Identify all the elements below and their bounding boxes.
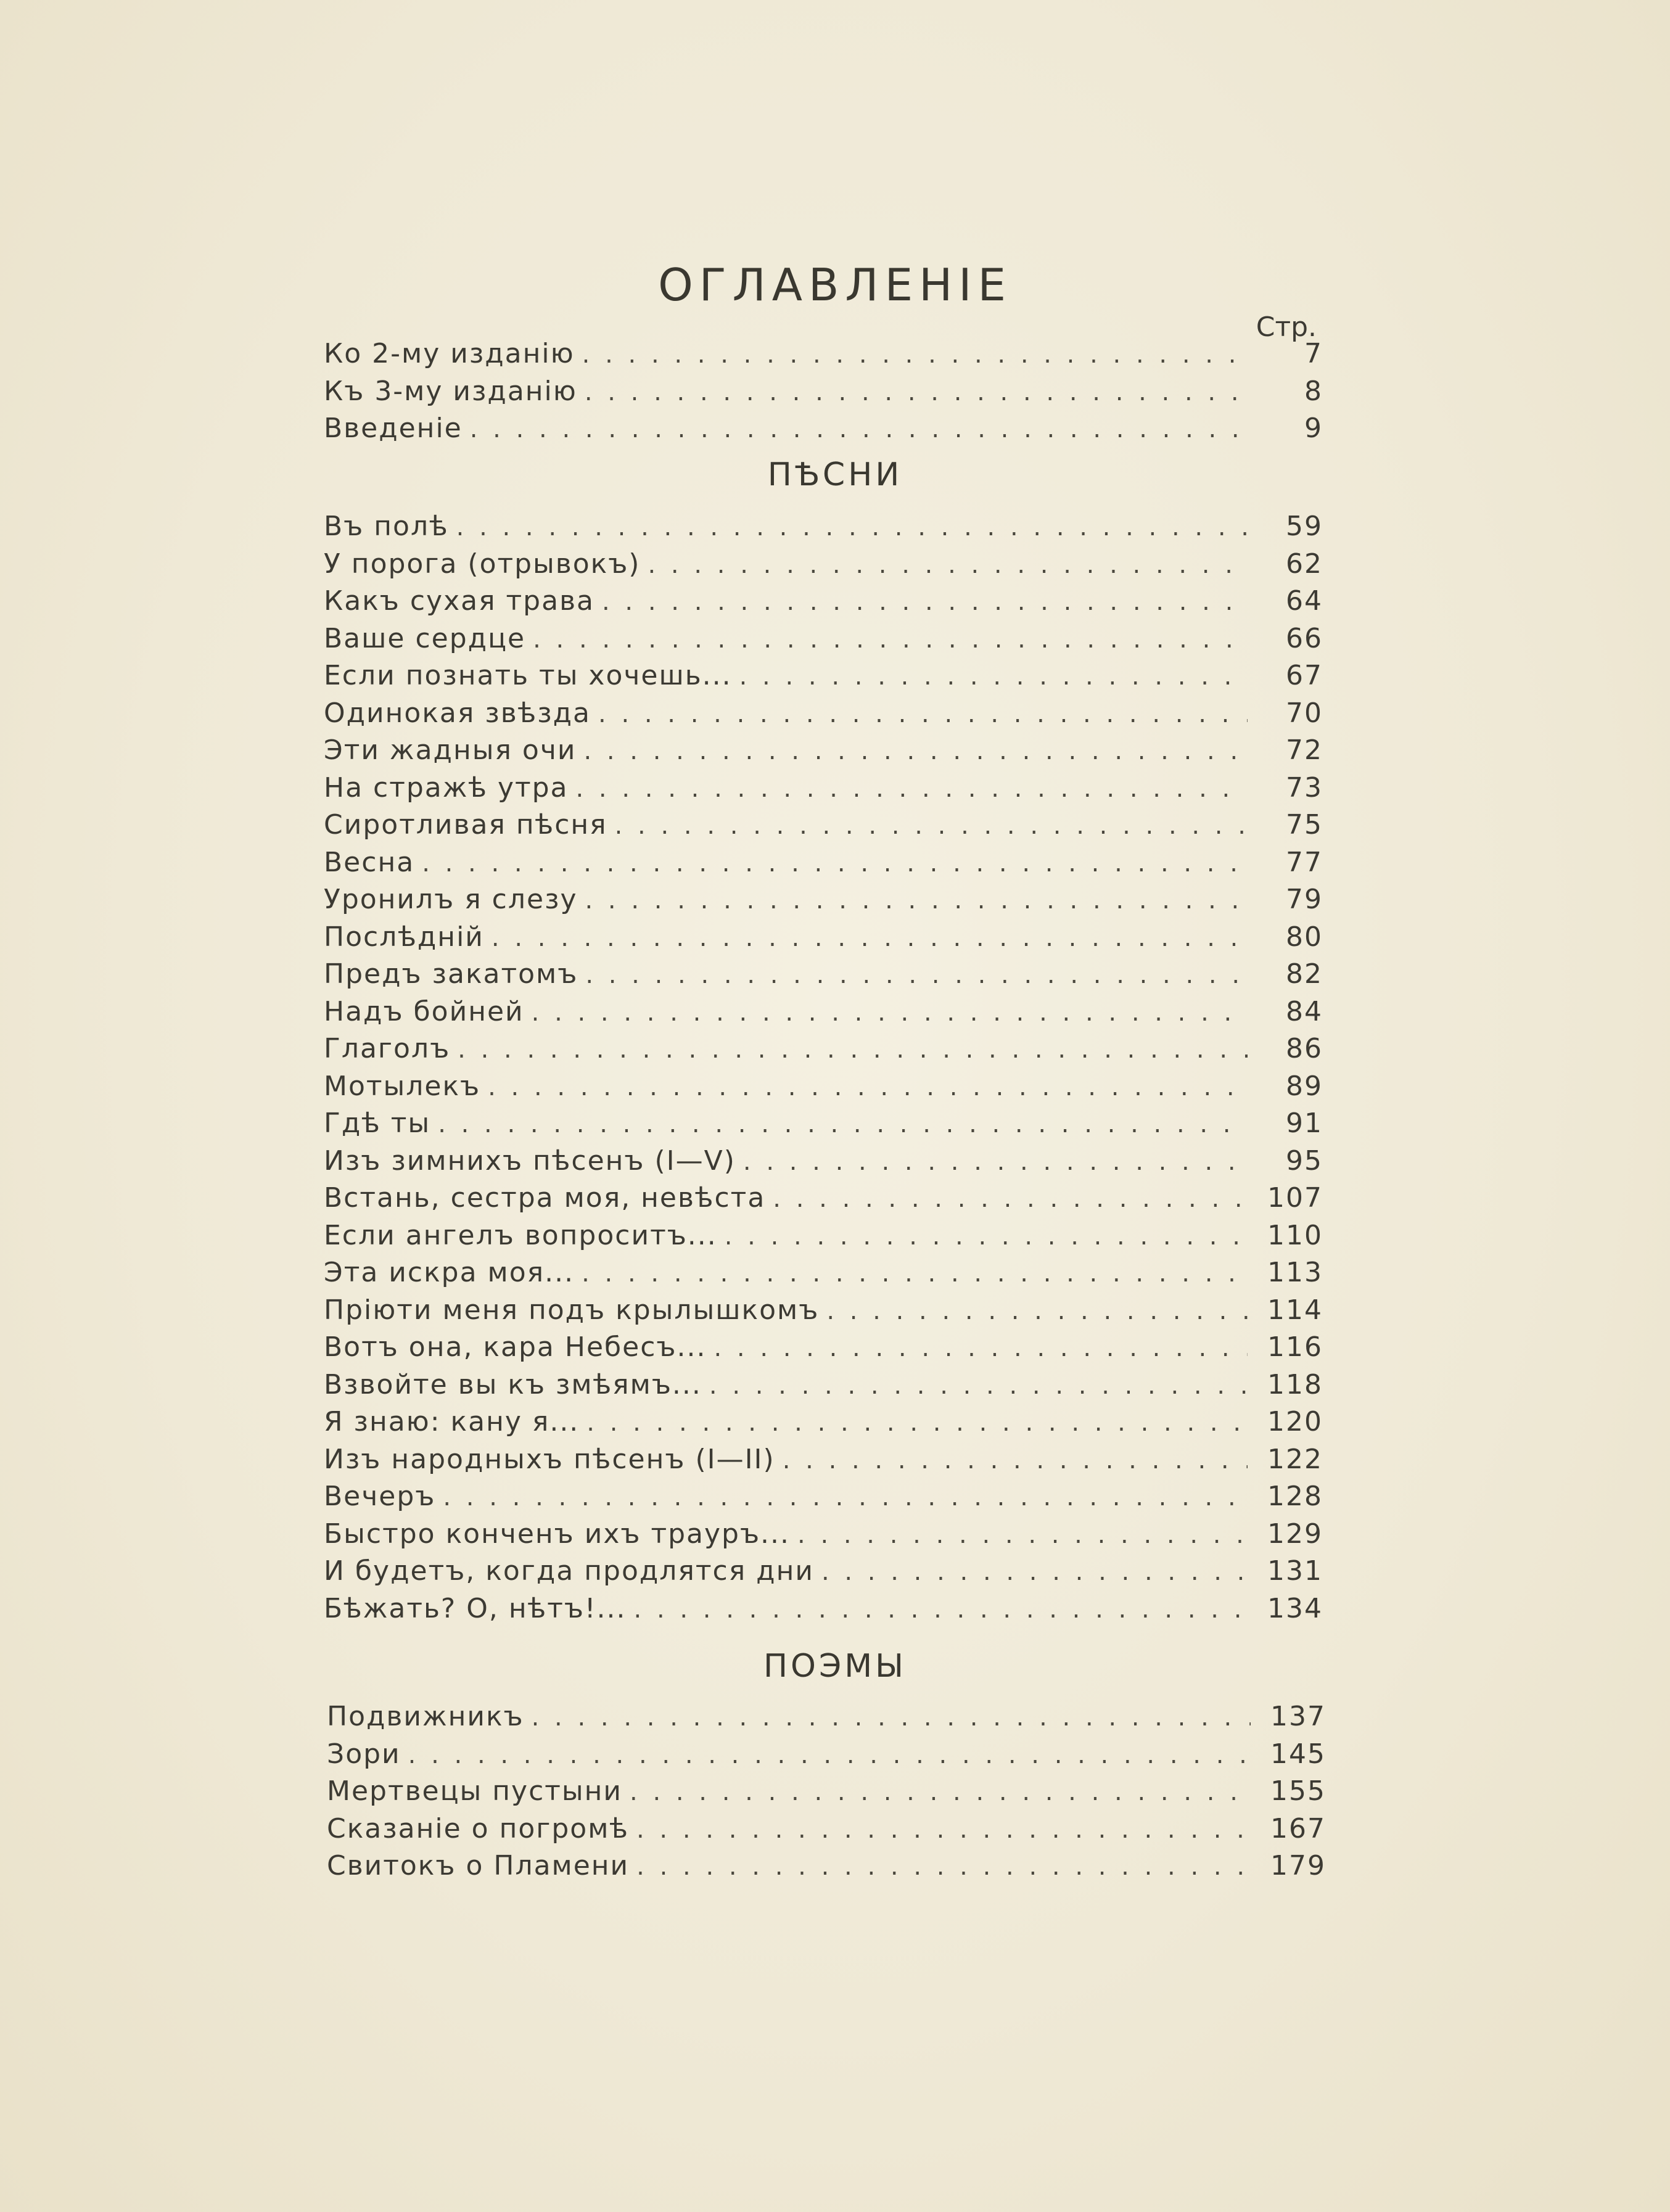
toc-entry-page: 145 [1270, 1738, 1326, 1770]
toc-entry [324, 1145, 1323, 1183]
toc-dot-leader [634, 1595, 1248, 1624]
toc-entry-page: 59 [1286, 511, 1323, 542]
toc-entry [324, 548, 1323, 586]
toc-songs [324, 511, 1323, 1630]
toc-entry-title: Какъ сухая трава [324, 585, 594, 617]
toc-entry-page: 86 [1286, 1033, 1323, 1064]
toc-entry-title: Мертвецы пустыни [327, 1775, 623, 1807]
toc-entry [324, 1481, 1323, 1518]
toc-dot-leader [422, 849, 1248, 878]
toc-entry [324, 585, 1323, 623]
toc-entry-title: На стражѣ утра [324, 771, 569, 804]
toc-dot-leader [714, 1334, 1248, 1362]
toc-entry-title: Пріюти меня подъ крылышкомъ [324, 1294, 820, 1326]
toc-dot-leader [602, 588, 1248, 616]
toc-entry-title: Къ 3-му изданію [324, 375, 577, 407]
toc-entry-page: 66 [1286, 622, 1323, 654]
toc-entry-page: 128 [1267, 1481, 1323, 1512]
toc-entry-page: 155 [1270, 1775, 1326, 1807]
toc-entry-title: Взвойте вы къ змѣямъ... [324, 1368, 702, 1400]
toc-entry-page: 73 [1286, 771, 1323, 804]
toc-dot-leader [821, 1558, 1248, 1586]
toc-entry-title: Ко 2-му изданію [324, 338, 575, 369]
toc-entry-title: Свитокъ о Пламени [327, 1850, 630, 1881]
toc-entry-page: 72 [1286, 734, 1323, 766]
toc-entry-page: 80 [1286, 921, 1323, 953]
toc-entry-page: 82 [1286, 958, 1323, 990]
toc-entry-page: 120 [1267, 1406, 1323, 1437]
toc-entry-page: 79 [1286, 884, 1323, 915]
toc-entry-page: 134 [1267, 1592, 1323, 1624]
toc-entry-page: 95 [1286, 1145, 1323, 1177]
toc-entry [324, 847, 1323, 884]
toc-entry [324, 1369, 1323, 1407]
toc-entry-title: Въ полѣ [324, 511, 449, 542]
toc-entry [324, 1555, 1323, 1593]
toc-dot-leader [492, 924, 1248, 952]
toc-dot-leader [408, 1741, 1251, 1769]
toc-entry-page: 84 [1286, 995, 1323, 1027]
toc-dot-leader [648, 551, 1248, 579]
toc-entry-title: Мотылекъ [324, 1070, 481, 1102]
toc-entry-title: Весна [324, 846, 415, 878]
toc-front-matter [324, 338, 1323, 450]
toc-dot-leader [532, 998, 1248, 1027]
toc-entry [324, 660, 1323, 697]
toc-entry-title: Послѣдній [324, 921, 484, 953]
toc-dot-leader [783, 1446, 1248, 1474]
page-column-label: Стр. [1256, 311, 1317, 343]
toc-dot-leader [725, 1222, 1248, 1251]
toc-entry [324, 1033, 1323, 1071]
toc-dot-leader [456, 513, 1248, 541]
toc-entry-page: 113 [1267, 1257, 1323, 1288]
toc-dot-leader [636, 1815, 1251, 1844]
toc-dot-leader [576, 775, 1248, 803]
toc-entry-page: 131 [1267, 1555, 1323, 1587]
toc-entry-title: Глаголъ [324, 1033, 451, 1064]
toc-entry-page: 179 [1270, 1850, 1326, 1881]
toc-entry-title: Гдѣ ты [324, 1108, 431, 1139]
toc-entry [324, 413, 1323, 450]
toc-dot-leader [533, 625, 1248, 654]
toc-entry-page: 118 [1267, 1368, 1323, 1400]
toc-entry-title: Вотъ она, кара Небесъ... [324, 1331, 707, 1363]
toc-entry-page: 89 [1286, 1070, 1323, 1102]
toc-entry-page: 167 [1270, 1812, 1326, 1844]
toc-dot-leader [586, 1408, 1248, 1437]
toc-entry-title: Бѣжать? О, нѣтъ!... [324, 1592, 627, 1624]
toc-entry-title: Если познать ты хочешь... [324, 660, 732, 691]
toc-entry-title: Эти жадныя очи [324, 734, 577, 766]
toc-entry-page: 122 [1267, 1443, 1323, 1475]
toc-entry-title: Одинокая звѣзда [324, 697, 591, 729]
toc-entry [324, 1593, 1323, 1630]
toc-entry-title: Вечеръ [324, 1481, 436, 1512]
toc-dot-leader [582, 1259, 1248, 1288]
toc-entry [324, 1444, 1323, 1481]
toc-dot-leader [709, 1371, 1248, 1400]
toc-entry [324, 809, 1323, 847]
toc-entry-page: 91 [1286, 1108, 1323, 1139]
page-title: ОГЛАВЛЕНІЕ [658, 259, 1012, 311]
toc-entry [324, 772, 1323, 810]
toc-entry [324, 511, 1323, 548]
toc-entry [327, 1738, 1326, 1776]
section-heading-songs: ПѢСНИ [767, 456, 903, 493]
toc-dot-leader [585, 961, 1248, 989]
toc-entry-page: 8 [1304, 375, 1323, 407]
toc-entry-title: Если ангелъ вопроситъ... [324, 1219, 717, 1251]
toc-entry [324, 338, 1323, 376]
toc-entry [324, 1294, 1323, 1332]
toc-entry-title: Изъ зимнихъ пѣсенъ (I—V) [324, 1145, 736, 1177]
toc-dot-leader [585, 378, 1248, 406]
toc-entry-title: Уронилъ я слезу [324, 884, 578, 915]
toc-dot-leader [458, 1035, 1248, 1064]
toc-entry [327, 1775, 1326, 1813]
toc-entry [324, 1518, 1323, 1556]
toc-entry-page: 107 [1267, 1182, 1323, 1214]
toc-entry-page: 137 [1270, 1701, 1326, 1732]
toc-dot-leader [585, 886, 1248, 915]
toc-entry-page: 67 [1286, 660, 1323, 691]
toc-entry [324, 1406, 1323, 1444]
toc-entry-title: У порога (отрывокъ) [324, 548, 641, 580]
toc-entry [327, 1813, 1326, 1851]
toc-entry-page: 77 [1286, 846, 1323, 878]
toc-entry [327, 1850, 1326, 1888]
toc-entry-title: Подвижникъ [327, 1701, 524, 1732]
toc-entry-title: Предъ закатомъ [324, 958, 578, 990]
toc-entry-title: Сиротливая пѣсня [324, 809, 607, 841]
toc-entry [324, 1257, 1323, 1294]
toc-dot-leader [743, 1148, 1248, 1176]
toc-entry [324, 734, 1323, 772]
toc-entry-title: Изъ народныхъ пѣсенъ (I—II) [324, 1443, 775, 1475]
toc-entry [324, 958, 1323, 996]
toc-entry-page: 129 [1267, 1518, 1323, 1550]
toc-entry-page: 62 [1286, 548, 1323, 580]
toc-dot-leader [488, 1073, 1248, 1101]
toc-dot-leader [615, 812, 1248, 840]
toc-dot-leader [739, 662, 1248, 691]
toc-dot-leader [582, 340, 1248, 369]
toc-dot-leader [438, 1110, 1248, 1138]
toc-entry [324, 1108, 1323, 1145]
toc-entry-title: Введеніе [324, 413, 463, 444]
toc-dot-leader [826, 1297, 1248, 1325]
toc-entry-page: 116 [1267, 1331, 1323, 1363]
toc-entry [324, 996, 1323, 1034]
toc-dot-leader [598, 700, 1248, 728]
toc-entry-title: Сказаніе о погромѣ [327, 1812, 629, 1844]
toc-entry-title: Встань, сестра моя, невѣста [324, 1182, 766, 1214]
toc-entry [324, 1220, 1323, 1257]
toc-entry-page: 75 [1286, 809, 1323, 841]
toc-dot-leader [443, 1483, 1248, 1511]
toc-entry [324, 1071, 1323, 1108]
toc-entry-title: Эта искра моя... [324, 1257, 575, 1288]
section-heading-poems: ПОЭМЫ [763, 1648, 907, 1685]
toc-entry-page: 9 [1304, 413, 1323, 444]
toc-dot-leader [636, 1852, 1251, 1881]
toc-dot-leader [583, 737, 1248, 765]
toc-dot-leader [630, 1778, 1251, 1806]
toc-entry-title: Надъ бойней [324, 995, 524, 1027]
toc-dot-leader [532, 1703, 1251, 1732]
toc-poems [327, 1701, 1326, 1888]
toc-entry [324, 376, 1323, 413]
toc-dot-leader [773, 1185, 1248, 1213]
toc-entry [324, 921, 1323, 959]
toc-entry [324, 884, 1323, 921]
toc-entry [324, 697, 1323, 735]
toc-entry-page: 110 [1267, 1219, 1323, 1251]
toc-entry-page: 70 [1286, 697, 1323, 729]
toc-entry-title: Я знаю: кану я... [324, 1406, 580, 1437]
toc-entry [324, 623, 1323, 660]
toc-entry-title: И будетъ, когда продлятся дни [324, 1555, 814, 1587]
toc-dot-leader [470, 415, 1248, 443]
toc-entry-title: Быстро конченъ ихъ трауръ... [324, 1518, 791, 1550]
toc-entry-title: Зори [327, 1738, 401, 1770]
toc-entry-title: Ваше сердце [324, 622, 526, 654]
toc-entry [324, 1182, 1323, 1220]
toc-entry [327, 1701, 1326, 1738]
toc-entry-page: 7 [1304, 338, 1323, 369]
toc-dot-leader [797, 1521, 1248, 1549]
toc-entry [324, 1331, 1323, 1369]
toc-entry-page: 114 [1267, 1294, 1323, 1326]
toc-entry-page: 64 [1286, 585, 1323, 617]
